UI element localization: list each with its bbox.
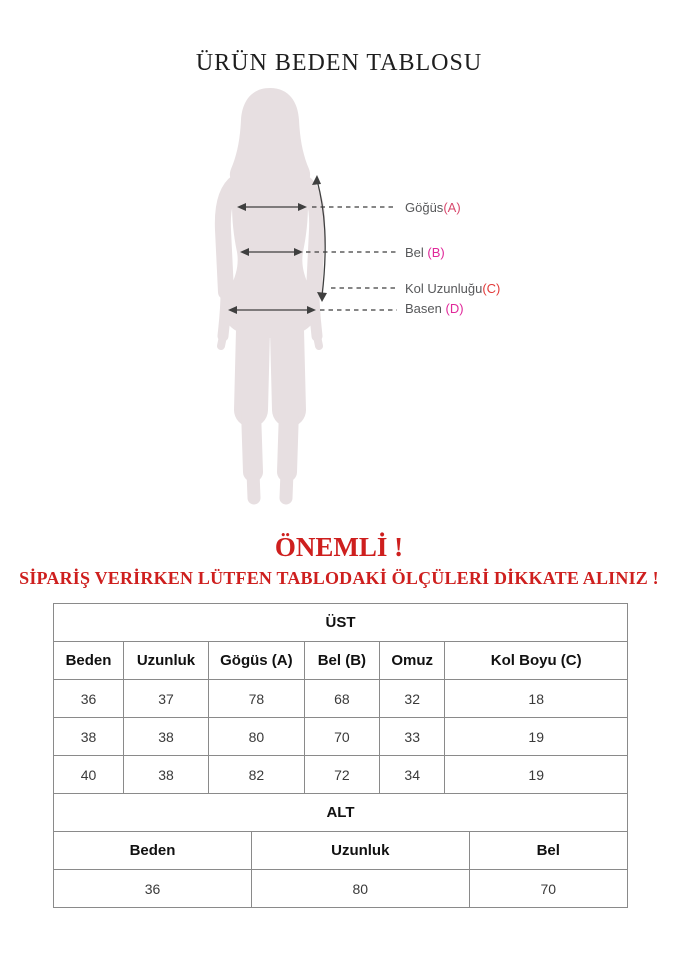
body-measurement-diagram: [0, 80, 678, 520]
measurement-label-waist: [405, 245, 445, 260]
column-header-alt-uzunluk: Uzunluk: [252, 832, 470, 870]
column-header-beden: Beden: [54, 642, 124, 680]
warning-text: SİPARİŞ VERİRKEN LÜTFEN TABLODAKİ ÖLÇÜLERİ DİKKATE ALINIZ !: [19, 568, 659, 588]
measurement-code-a: (A): [443, 200, 461, 215]
size-cell: 19: [445, 718, 628, 756]
table-title-alt: ALT: [54, 794, 628, 832]
size-cell: 36: [54, 680, 124, 718]
table-row: [54, 604, 628, 642]
size-cell: 68: [304, 680, 379, 718]
measurement-label-chest: [405, 200, 461, 215]
column-header-kol-boyu: Kol Boyu (C): [445, 642, 628, 680]
column-header-omuz: Omuz: [379, 642, 444, 680]
size-cell: 36: [54, 870, 252, 908]
size-cell: 78: [208, 680, 304, 718]
table-row: [54, 756, 628, 794]
size-cell: 33: [379, 718, 444, 756]
measurement-label-chest-text: Göğüs: [405, 200, 444, 215]
size-cell: 72: [304, 756, 379, 794]
measurement-label-waist-text: Bel: [405, 245, 424, 260]
table-row: [54, 870, 628, 908]
size-cell: 70: [304, 718, 379, 756]
size-table-ust: [53, 603, 628, 794]
size-cell: 32: [379, 680, 444, 718]
page-title: ÜRÜN BEDEN TABLOSU: [195, 50, 483, 76]
column-header-gogus: Gögüs (A): [208, 642, 304, 680]
size-table-alt: [53, 793, 628, 908]
silhouette-head: [230, 88, 310, 186]
column-header-uzunluk: Uzunluk: [124, 642, 209, 680]
silhouette-torso: [224, 174, 316, 338]
measurement-code-d: (D): [441, 301, 464, 316]
measurement-code-c: (C): [482, 281, 501, 296]
size-cell: 40: [54, 756, 124, 794]
size-cell: 38: [124, 718, 209, 756]
size-cell: 70: [469, 870, 627, 908]
table-row: [54, 642, 628, 680]
size-tables: [53, 603, 628, 908]
column-header-alt-beden: Beden: [54, 832, 252, 870]
table-row: [54, 794, 628, 832]
size-cell: 80: [252, 870, 470, 908]
body-silhouette: [221, 88, 319, 498]
measurement-label-arm-text: Kol Uzunluğu: [405, 281, 483, 296]
important-heading: ÖNEMLİ !: [274, 532, 404, 562]
size-cell: 37: [124, 680, 209, 718]
size-cell: 18: [445, 680, 628, 718]
measurement-code-b: (B): [423, 245, 445, 260]
size-cell: 38: [54, 718, 124, 756]
table-title-ust: ÜST: [54, 604, 628, 642]
table-row: [54, 832, 628, 870]
measurement-label-hip-text: Basen: [405, 301, 442, 316]
size-cell: 34: [379, 756, 444, 794]
measurement-label-hip: [405, 301, 464, 316]
size-cell: 38: [124, 756, 209, 794]
table-row: [54, 718, 628, 756]
column-header-alt-bel: Bel: [469, 832, 627, 870]
size-cell: 19: [445, 756, 628, 794]
size-cell: 80: [208, 718, 304, 756]
column-header-bel: Bel (B): [304, 642, 379, 680]
table-row: [54, 680, 628, 718]
size-cell: 82: [208, 756, 304, 794]
silhouette-legs: [251, 330, 289, 498]
measurement-label-arm: [405, 281, 500, 296]
